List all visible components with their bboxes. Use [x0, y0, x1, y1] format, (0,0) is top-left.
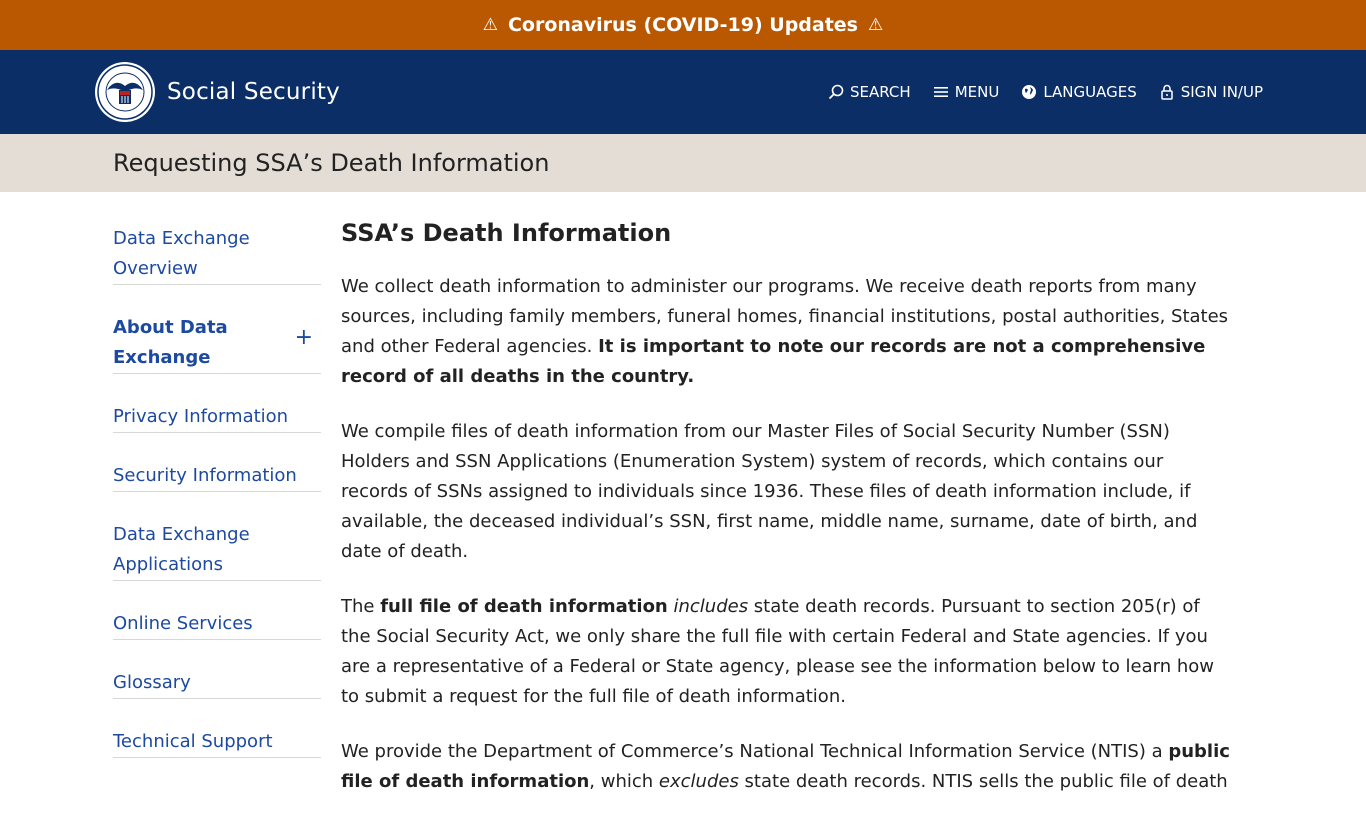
sidebar-item-label[interactable]: Technical Support: [113, 731, 273, 752]
sidebar-item-security-information[interactable]: [113, 459, 321, 492]
languages-label: LANGUAGES: [1043, 83, 1137, 101]
globe-icon: [1021, 84, 1037, 100]
sidebar-item-label[interactable]: Data Exchange Overview: [113, 228, 250, 279]
sidebar-item-about-data-exchange[interactable]: [113, 311, 321, 374]
sidebar-item-label[interactable]: Data Exchange Applications: [113, 524, 250, 575]
paragraph-text: We collect death information to administer our programs. We receive death reports from many sources, including family members, funeral homes, financial institutions, postal authorities, States and other Federal agencies.: [341, 276, 1229, 357]
sidebar-item-technical-support[interactable]: [113, 725, 321, 758]
sidebar-item-data-exchange-overview[interactable]: [113, 222, 321, 285]
sign-in-label: SIGN IN/UP: [1180, 83, 1263, 101]
paragraph-1: [341, 272, 1231, 392]
paragraph-3: [341, 592, 1231, 712]
page-title-bar: [0, 134, 1366, 192]
sidebar-item-glossary[interactable]: [113, 666, 321, 699]
sidebar-item-label[interactable]: About Data Exchange: [113, 317, 228, 368]
sidebar-item-online-services[interactable]: [113, 607, 321, 640]
paragraph-text: We provide the Department of Commerce’s National Technical Information Service (NTIS) a: [341, 741, 1169, 762]
menu-button[interactable]: [933, 83, 1000, 101]
paragraph-text: , which: [589, 771, 659, 792]
alert-text[interactable]: Coronavirus (COVID-19) Updates: [507, 14, 858, 36]
sign-in-button[interactable]: [1159, 83, 1263, 101]
warning-icon: ⚠: [482, 15, 498, 35]
menu-label: MENU: [954, 83, 1000, 101]
sidebar-item-privacy-information[interactable]: [113, 400, 321, 433]
sidebar-item-label[interactable]: Privacy Information: [113, 406, 289, 427]
search-button[interactable]: [828, 83, 911, 101]
paragraph-bold-text: It is important to note our records are not a comprehensive record of all deaths in the country.: [341, 336, 1206, 387]
paragraph-bold-text: public file of death information: [341, 741, 1230, 792]
paragraph-text: state death records. NTIS sells the public file of death: [738, 771, 1228, 792]
sidebar-item-label[interactable]: Online Services: [113, 613, 253, 634]
lock-icon: [1159, 84, 1175, 100]
page-title: Requesting SSA’s Death Information: [113, 149, 550, 177]
expand-plus-icon[interactable]: +: [294, 325, 313, 350]
search-icon: [828, 84, 844, 100]
header-nav: [828, 83, 1263, 101]
ssa-seal-logo: [93, 60, 157, 124]
paragraph-2: We compile files of death information from our Master Files of Social Security Number (SSN) Holders and SSN Applications (Enumeration System) system of records, which contains our records of SSNs assigned to individuals since 1936. These files of death information include, if available, the deceased individual’s SSN, first name, middle name, surname, date of birth, and date of death.: [341, 421, 1198, 562]
paragraph-4: [341, 737, 1231, 797]
brand-name[interactable]: Social Security: [167, 79, 340, 105]
hamburger-icon: [933, 84, 949, 100]
search-label: SEARCH: [849, 83, 911, 101]
paragraph-italic-text: excludes: [658, 771, 739, 792]
languages-button[interactable]: [1021, 83, 1136, 101]
sidebar-item-data-exchange-applications[interactable]: [113, 518, 321, 581]
site-header: [0, 50, 1366, 134]
sidebar-item-label[interactable]: Security Information: [113, 465, 297, 486]
paragraph-bold-text: full file of death information: [380, 596, 668, 617]
paragraph-text: state death records. Pursuant to section 205(r) of the Social Security Act, we only share the full file with certain Federal and State agencies. If you are a representative of a Federal or State agency, please see the information below to learn how to submit a request for the full file of death information.: [341, 596, 1215, 707]
covid-alert-banner[interactable]: [0, 0, 1366, 50]
warning-icon: ⚠: [868, 15, 884, 35]
main-content: [341, 192, 1231, 822]
sidebar-item-label[interactable]: Glossary: [113, 672, 191, 693]
content-area: [0, 192, 1366, 822]
brand-link[interactable]: [93, 60, 340, 124]
section-heading: SSA’s Death Information: [341, 219, 672, 247]
paragraph-italic-text: includes: [673, 596, 749, 617]
paragraph-text: The: [341, 596, 381, 617]
sidebar-nav: [113, 192, 321, 822]
